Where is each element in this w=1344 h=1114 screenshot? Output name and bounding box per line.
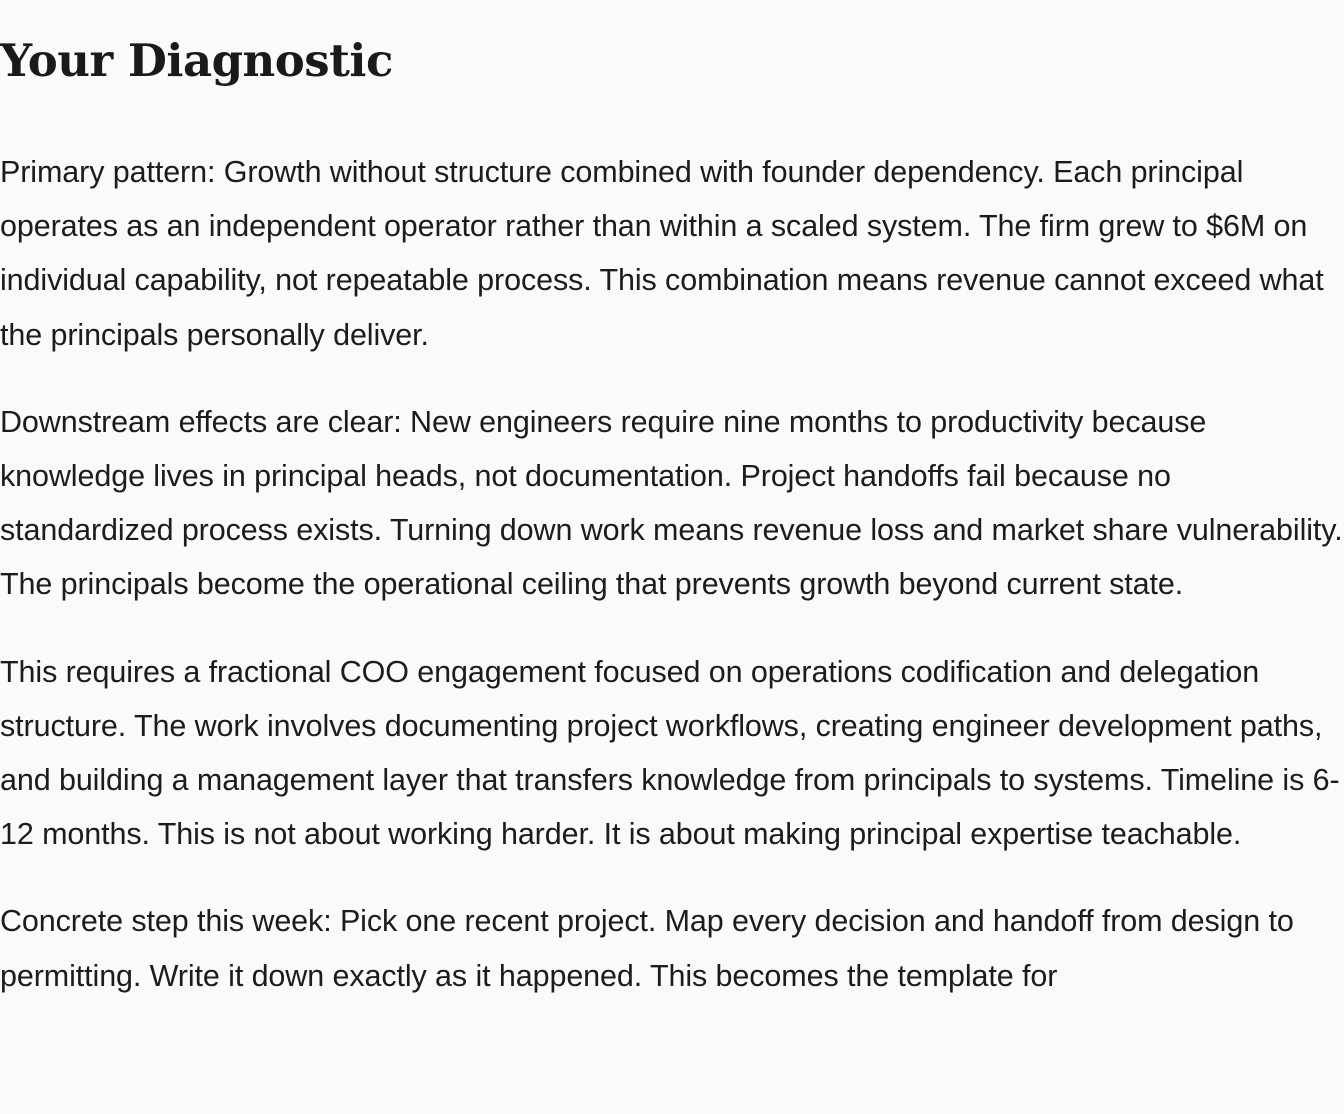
diagnostic-body <box>0 145 1344 1036</box>
paragraph-downstream-effects: Downstream effects are clear: New engineers require nine months to productivity because knowledge lives in principal heads, not documentation. Project handoffs fail because no standardized process exists. Turning down work means revenue loss and market share vulnerability. The principals become the operational ceiling that prevents growth beyond current state. <box>0 404 1343 602</box>
paragraph-concrete-step: Concrete step this week: Pick one recent project. Map every decision and handoff from design to permitting. Write it down exactly as it happened. This becomes the template for <box>0 904 1294 993</box>
paragraph-recommendation: This requires a fractional COO engagement focused on operations codification and delegation structure. The work involves documenting project workflows, creating engineer development paths, and building a management layer that transfers knowledge from principals to systems. Timeline is 6-12 months. This is not about working harder. It is about making principal expertise teachable. <box>0 654 1340 852</box>
page-title: Your Diagnostic <box>0 34 393 87</box>
paragraph-primary-pattern: Primary pattern: Growth without structure combined with founder dependency. Each principal operates as an independent operator rather than within a scaled system. The firm grew to $6M on individual capability, not repeatable process. This combination means revenue cannot exceed what the principals personally deliver. <box>0 155 1324 352</box>
